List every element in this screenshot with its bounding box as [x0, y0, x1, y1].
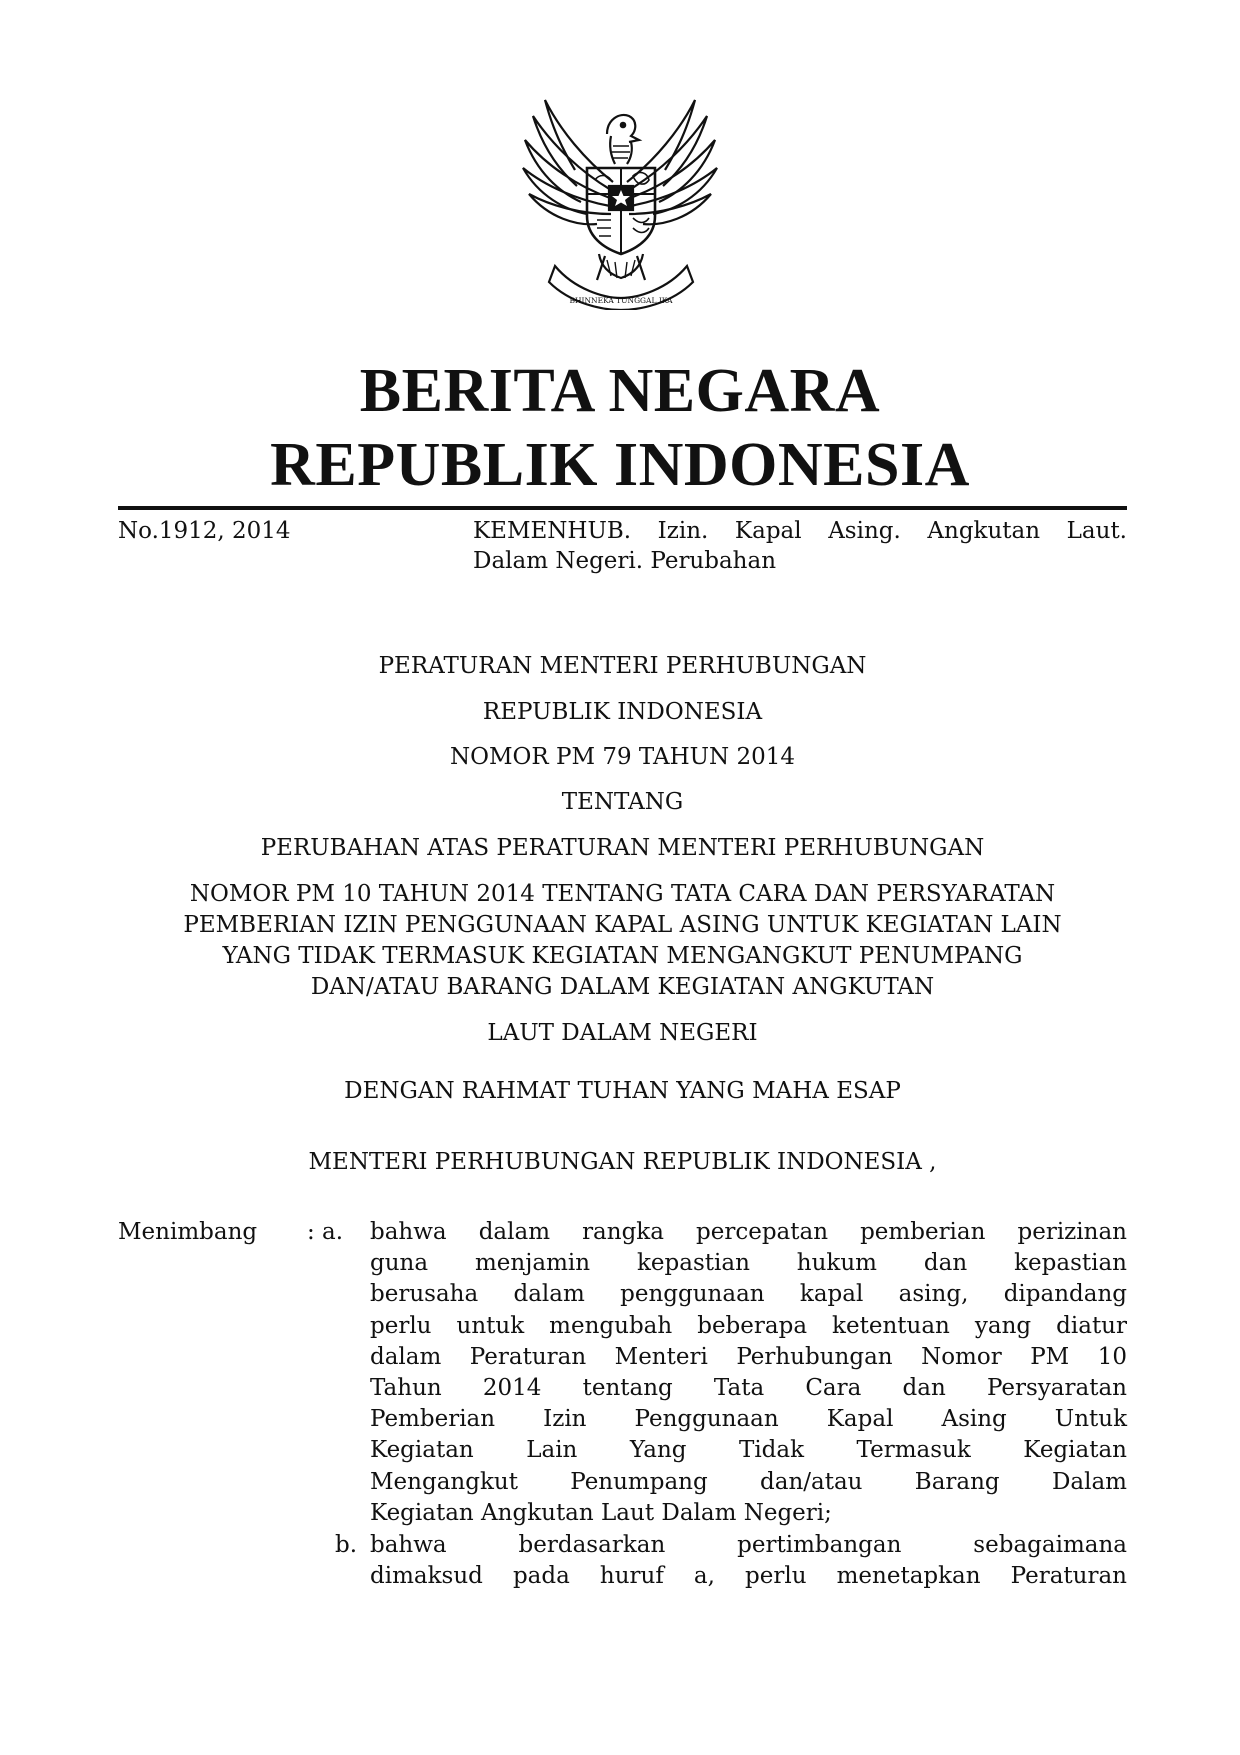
regulation-tentang: TENTANG: [561, 789, 684, 815]
consideration-a-line: Tahun 2014 tentang Tata Cara dan Persyaratan: [370, 1375, 1127, 1402]
regulation-subject-line1: PERUBAHAN ATAS PERATURAN MENTERI PERHUBUNGAN: [260, 835, 985, 861]
regulation-title-line1: PERATURAN MENTERI PERHUBUNGAN: [378, 653, 867, 679]
consideration-a-line: Mengangkut Penumpang dan/atau Barang Dalam: [370, 1468, 1127, 1495]
regulation-subject-line2: NOMOR PM 10 TAHUN 2014 TENTANG TATA CARA DAN PERSYARATAN: [189, 881, 1056, 907]
consideration-a-text: [370, 1217, 1127, 1529]
garuda-emblem-icon: [515, 90, 725, 310]
masthead-title-line2: REPUBLIK INDONESIA: [270, 431, 970, 499]
regulation-subject-line3: PEMBERIAN IZIN PENGGUNAAN KAPAL ASING UNTUK KEGIATAN LAIN: [183, 912, 1062, 938]
invocation: DENGAN RAHMAT TUHAN YANG MAHA ESAP: [344, 1078, 901, 1104]
menimbang-label: Menimbang: [118, 1219, 258, 1245]
consideration-a-line: berusaha dalam penggunaan kapal asing, dipandang: [370, 1281, 1127, 1308]
consideration-a-line: dalam Peraturan Menteri Perhubungan Nomor PM 10: [370, 1343, 1127, 1370]
regulation-title-line2: REPUBLIK INDONESIA: [482, 699, 763, 725]
authority-line: MENTERI PERHUBUNGAN REPUBLIK INDONESIA ,: [308, 1149, 937, 1175]
gazette-topic: [473, 516, 1127, 576]
consideration-a-line: Pemberian Izin Penggunaan Kapal Asing Untuk: [370, 1406, 1127, 1433]
regulation-subject-line5: DAN/ATAU BARANG DALAM KEGIATAN ANGKUTAN: [310, 974, 935, 1000]
consideration-a-marker: : a.: [307, 1219, 344, 1245]
regulation-subject-line4: YANG TIDAK TERMASUK KEGIATAN MENGANGKUT PENUMPANG: [222, 943, 1023, 969]
gazette-topic-line1: KEMENHUB. Izin. Kapal Asing. Angkutan Laut.: [473, 518, 1127, 544]
regulation-subject-line6: LAUT DALAM NEGERI: [487, 1020, 758, 1046]
consideration-b-text: [370, 1530, 1127, 1592]
consideration-b-line: bahwa berdasarkan pertimbangan sebagaimana: [370, 1532, 1127, 1558]
masthead-title-line1: BERITA NEGARA: [359, 357, 881, 425]
consideration-a-line: Kegiatan Angkutan Laut Dalam Negeri;: [370, 1499, 832, 1526]
masthead-divider: [118, 506, 1127, 510]
gazette-topic-line2: Dalam Negeri. Perubahan: [473, 548, 777, 574]
emblem-motto: BHINNEKA TUNGGAL IKA: [569, 296, 673, 305]
consideration-a-line: Kegiatan Lain Yang Tidak Termasuk Kegiatan: [370, 1437, 1127, 1464]
consideration-b-marker: b.: [335, 1532, 358, 1558]
consideration-a-line: guna menjamin kepastian hukum dan kepastian: [370, 1250, 1127, 1277]
consideration-b-line: dimaksud pada huruf a, perlu menetapkan Peraturan: [370, 1563, 1127, 1590]
consideration-a-line: perlu untuk mengubah beberapa ketentuan yang diatur: [370, 1312, 1127, 1339]
gazette-number: No.1912, 2014: [118, 518, 291, 544]
regulation-number: NOMOR PM 79 TAHUN 2014: [449, 744, 796, 770]
consideration-a-line: bahwa dalam rangka percepatan pemberian perizinan: [370, 1219, 1127, 1245]
